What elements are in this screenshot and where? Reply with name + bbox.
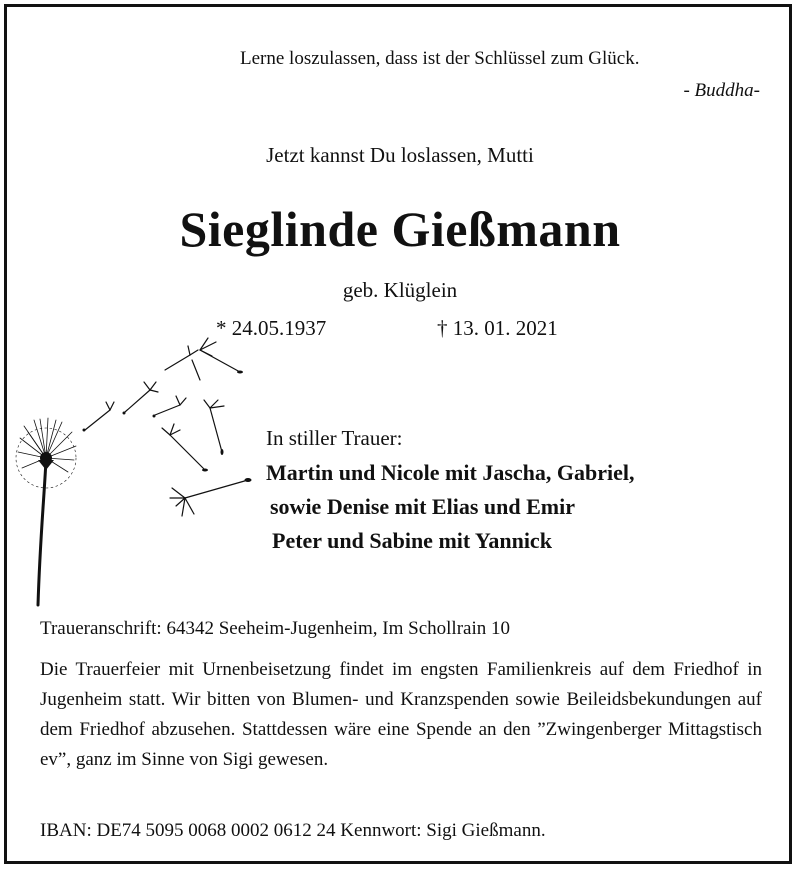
quote-author: - Buddha- [683, 80, 760, 101]
mourner-line: Martin und Nicole mit Jascha, Gabriel, [266, 460, 635, 485]
birth-date: * 24.05.1937 [216, 316, 327, 340]
mourning-heading: In stiller Trauer: [266, 426, 403, 450]
deceased-name: Sieglinde Gießmann [179, 201, 621, 257]
dandelion-icon [10, 320, 260, 610]
intro-line: Jetzt kannst Du loslassen, Mutti [266, 143, 534, 167]
donation-iban: IBAN: DE74 5095 0068 0002 0612 24 Kennwort: Sigi Gießmann. [40, 820, 546, 841]
mourner-line: Peter und Sabine mit Yannick [272, 528, 552, 553]
mourning-address: Traueranschrift: 64342 Seeheim-Jugenheim, Im Schollrain 10 [40, 618, 510, 639]
quote-text: Lerne loszulassen, dass ist der Schlüssel zum Glück. [240, 48, 640, 69]
death-date: † 13. 01. 2021 [437, 316, 558, 340]
funeral-details: Die Trauerfeier mit Urnenbeisetzung findet im engsten Familienkreis auf dem Friedhof in Jugenheim statt. Wir bitten von Blumen- und Kranzspenden sowie Beileidsbekundungen auf dem Friedhof abzusehen. Stattdessen wäre eine Spende an den ”Zwingenberger Mittagstisch ev”, ganz im Sinne von Sigi gewesen. [40, 659, 762, 770]
mourner-line: sowie Denise mit Elias und Emir [270, 494, 575, 519]
born-name: geb. Klüglein [342, 278, 458, 302]
